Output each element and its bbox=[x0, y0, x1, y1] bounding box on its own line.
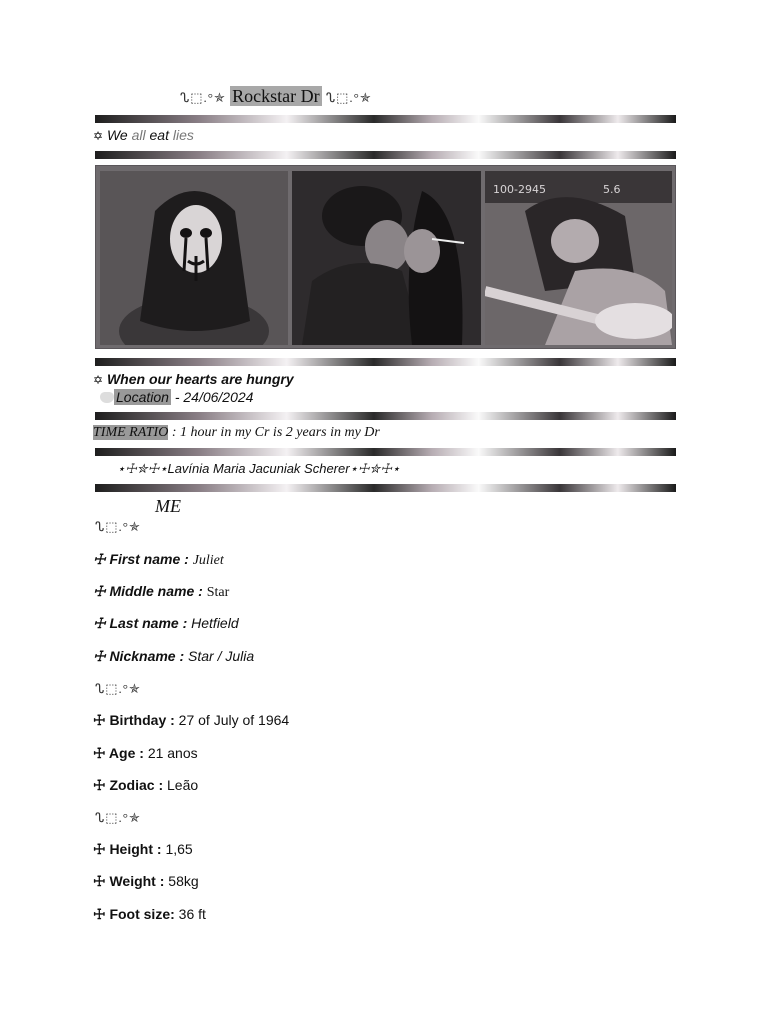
divider-bar bbox=[95, 448, 676, 456]
divider-bar bbox=[95, 151, 676, 159]
time-ratio-text: : 1 hour in my Cr is 2 years in my Dr bbox=[168, 425, 380, 440]
field-value: 27 of July of 1964 bbox=[178, 712, 290, 728]
section-title: ME bbox=[155, 496, 181, 516]
divider-bar bbox=[95, 358, 676, 366]
field-label: ☩ Birthday : bbox=[93, 712, 179, 728]
field-value: Juliet bbox=[192, 553, 224, 568]
page-title-row bbox=[180, 86, 372, 107]
photo-text-a: 100-2945 bbox=[493, 183, 546, 196]
divider-bar bbox=[95, 115, 676, 123]
field-label: ☩ First name : bbox=[93, 551, 193, 567]
field-label: ☩ Age : bbox=[93, 745, 148, 761]
field-foot-size bbox=[93, 906, 206, 923]
photo-corpsepaint bbox=[100, 171, 288, 345]
photo-bass-player bbox=[485, 171, 672, 345]
field-label: ☩ Middle name : bbox=[93, 583, 207, 599]
dedication-line: ⋆☩✮☩⋆Lavínia Maria Jacuniak Scherer⋆☩✮☩⋆ bbox=[117, 461, 401, 476]
quote-line-2: ✡ When our hearts are hungry bbox=[93, 371, 294, 387]
field-last-name bbox=[93, 615, 239, 632]
location-label: Location bbox=[116, 389, 169, 405]
field-label: ☩ Foot size: bbox=[93, 906, 179, 922]
field-middle-name bbox=[93, 583, 229, 601]
title-deco-left: ᔐ⬚.°✯ bbox=[180, 90, 226, 105]
heart-icon bbox=[100, 392, 114, 403]
section-deco-2: ᔐ⬚.°✯ bbox=[95, 681, 141, 696]
star-icon: ✡ bbox=[93, 373, 104, 387]
page-title: Rockstar Dr bbox=[232, 86, 320, 106]
divider-bar bbox=[95, 484, 676, 492]
time-ratio-line bbox=[93, 425, 380, 441]
photo-collage bbox=[95, 165, 676, 349]
field-label: ☩ Last name : bbox=[93, 615, 192, 631]
field-birthday bbox=[93, 712, 289, 729]
quote-line-1: ✡ We all eat lies bbox=[93, 127, 194, 143]
time-ratio-label: TIME RATIO bbox=[93, 425, 169, 440]
field-nickname bbox=[93, 648, 254, 665]
field-height bbox=[93, 841, 193, 858]
star-icon: ✡ bbox=[93, 129, 104, 143]
field-value: Star / Julia bbox=[188, 648, 255, 664]
field-age bbox=[93, 745, 198, 762]
field-weight bbox=[93, 873, 199, 890]
section-deco-1: ᔐ⬚.°✯ bbox=[95, 519, 141, 534]
field-label: ☩ Weight : bbox=[93, 873, 169, 889]
photo-text-b: 5.6 bbox=[603, 183, 621, 196]
field-zodiac bbox=[93, 777, 198, 794]
field-value: Leão bbox=[167, 777, 199, 793]
field-value: Hetfield bbox=[191, 615, 239, 631]
field-value: 1,65 bbox=[165, 841, 193, 857]
section-deco-3: ᔐ⬚.°✯ bbox=[95, 810, 141, 825]
field-value: 58kg bbox=[168, 873, 199, 889]
field-label: ☩ Nickname : bbox=[93, 648, 189, 664]
divider-bar bbox=[95, 412, 676, 420]
photo-kiss bbox=[292, 171, 481, 345]
field-first-name bbox=[93, 551, 224, 569]
location-line bbox=[100, 389, 253, 405]
title-deco-right: ᔐ⬚.°✯ bbox=[325, 90, 372, 105]
field-label: ☩ Height : bbox=[93, 841, 166, 857]
field-value: Star bbox=[206, 585, 230, 600]
location-date: - 24/06/2024 bbox=[170, 389, 254, 405]
field-value: 21 anos bbox=[147, 745, 198, 761]
field-label: ☩ Zodiac : bbox=[93, 777, 167, 793]
field-value: 36 ft bbox=[178, 906, 206, 922]
